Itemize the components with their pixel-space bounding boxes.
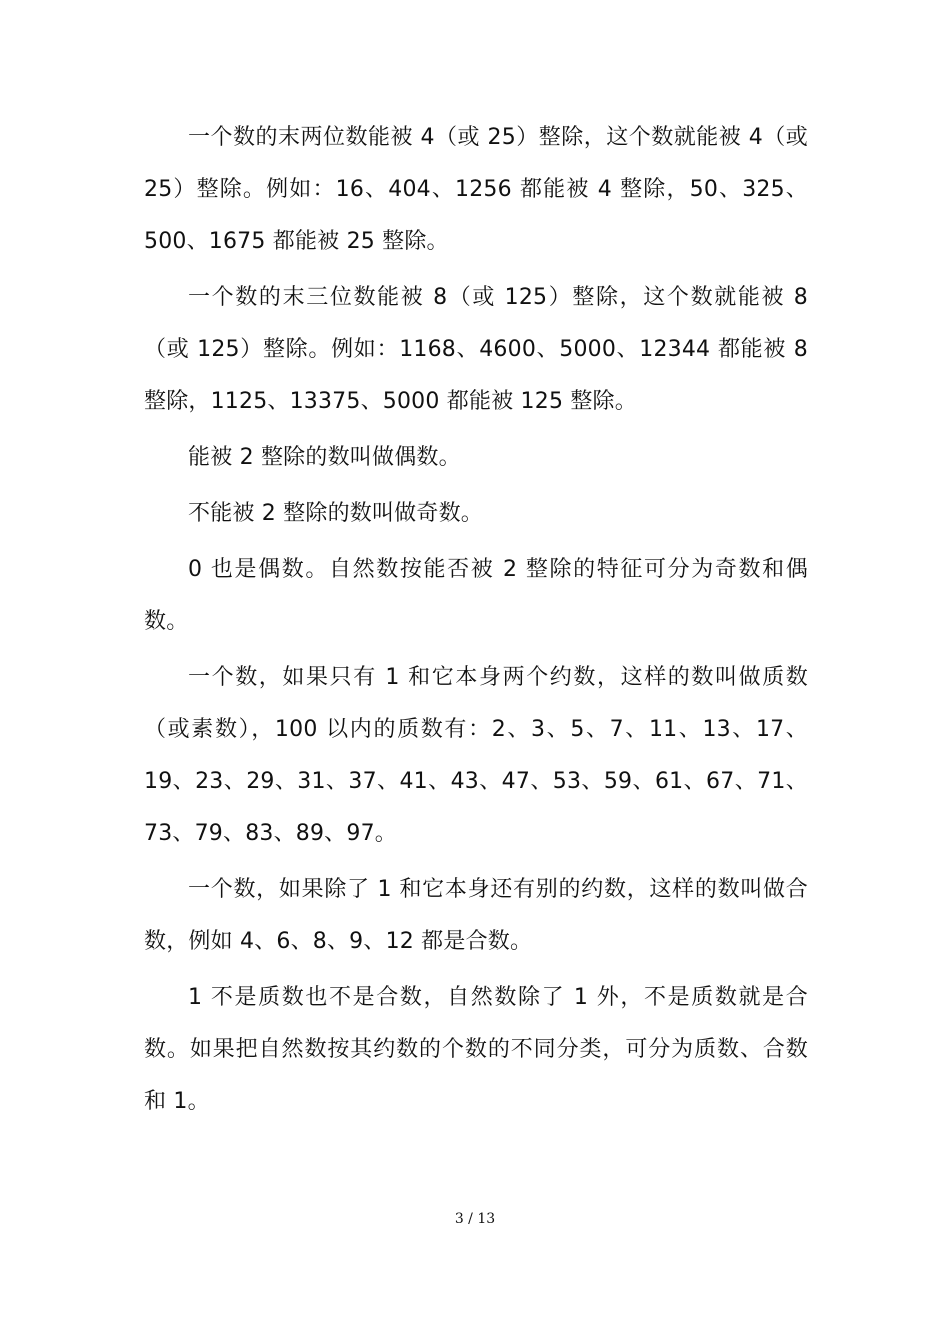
paragraph-divisibility-4-25: 一个数的末两位数能被 4（或 25）整除，这个数就能被 4（或 25）整除。例如：16、404、1256 都能被 4 整除，50、325、500、1675 都能被 25 整除。: [144, 125, 808, 254]
paragraph-odd-numbers: 不能被 2 整除的数叫做奇数。: [188, 501, 483, 526]
paragraph-composite-numbers: 一个数，如果除了 1 和它本身还有别的约数，这样的数叫做合数，例如 4、6、8、9、12 都是合数。: [144, 877, 808, 954]
paragraph-one-classification: 1 不是质数也不是合数，自然数除了 1 外，不是质数就是合数。如果把自然数按其约数的个数的不同分类，可分为质数、合数和 1。: [144, 985, 808, 1114]
paragraph-even-numbers: 能被 2 整除的数叫做偶数。: [188, 445, 461, 470]
paragraph-prime-numbers: 一个数，如果只有 1 和它本身两个约数，这样的数叫做质数（或素数），100 以内的质数有：2、3、5、7、11、13、17、19、23、29、31、37、41、43、47、53、59、61、67、71、73、79、83、89、97。: [144, 665, 808, 846]
paragraph-divisibility-8-125: 一个数的末三位数能被 8（或 125）整除，这个数就能被 8（或 125）整除。例如：1168、4600、5000、12344 都能被 8 整除，1125、13375、5000 都能被 125 整除。: [144, 285, 808, 414]
document-body: [144, 112, 808, 1132]
paragraph-zero-even: 0 也是偶数。自然数按能否被 2 整除的特征可分为奇数和偶数。: [144, 557, 808, 634]
page-number: 3 / 13: [454, 1211, 496, 1227]
